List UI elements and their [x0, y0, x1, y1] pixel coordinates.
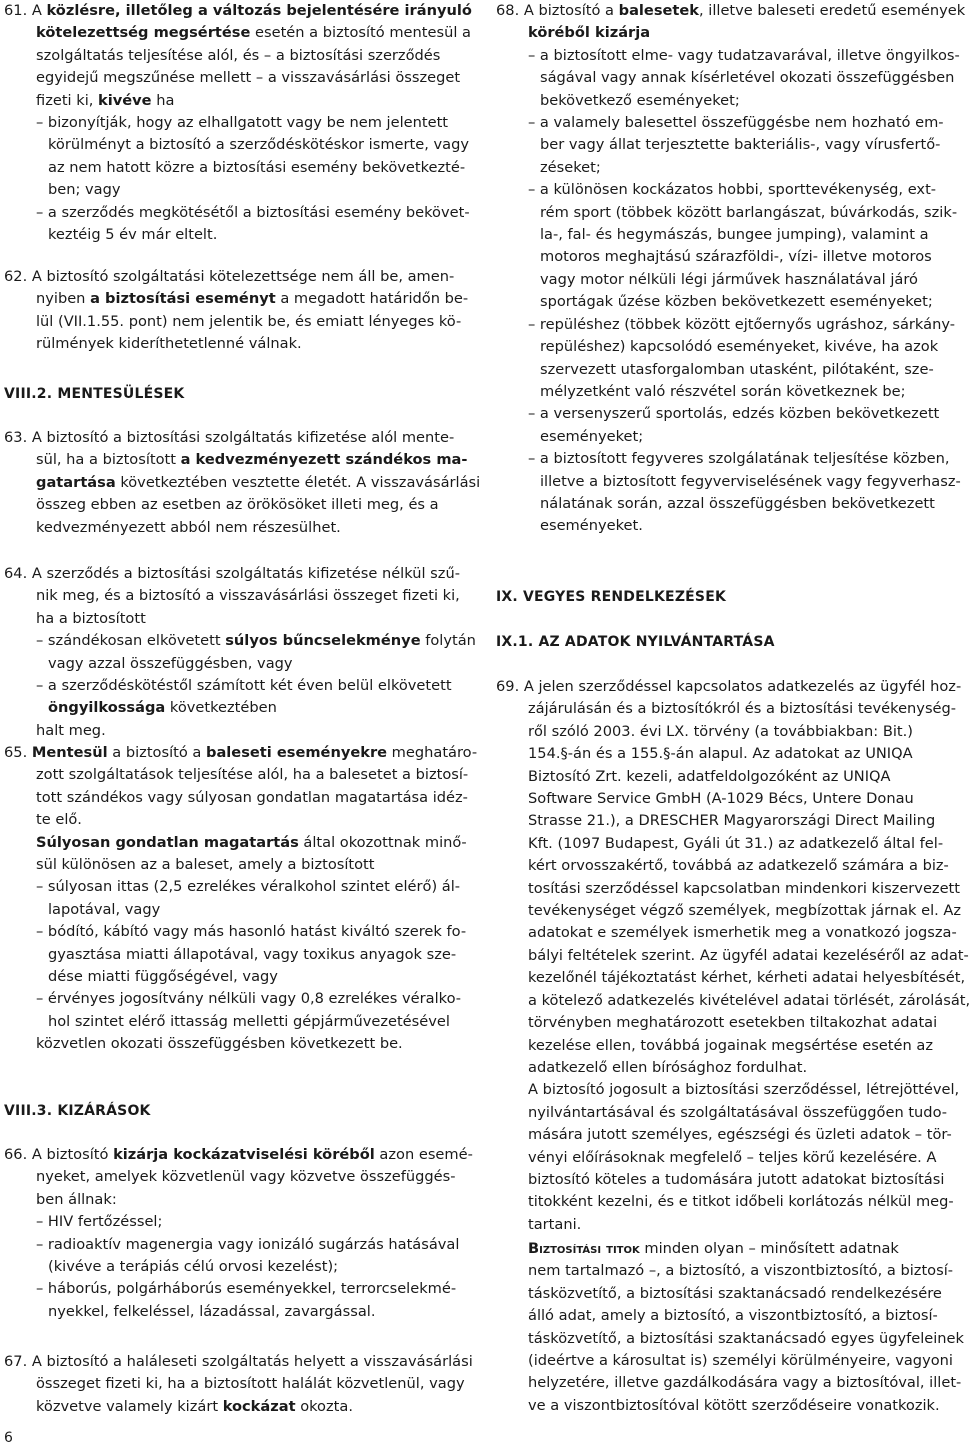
titok-line-5: tásközvetítő, a biztosítási szaktanácsadó egyes ügyfeleinek — [528, 1329, 964, 1347]
paragraph-65 — [4, 742, 478, 1056]
p69-line-10: tosítási szerződéssel kapcsolatban mindenkori kiszervezett — [528, 879, 961, 897]
paragraph-69 — [496, 676, 970, 1236]
p69-line-16: törvényben meghatározott esetekben tiltakozhat adatai — [528, 1014, 938, 1032]
p64-line-4: – szándékosan elkövetett súlyos bűncselekménye folytán — [36, 632, 476, 650]
p68-line-2: köréből kizárja — [528, 24, 651, 42]
paragraph-64 — [4, 563, 476, 742]
heading-viii-3: VIII.3. KIZÁRÁSOK — [4, 1103, 151, 1119]
titok-line-8: ve a viszontbiztosítóval kötött szerződéseire vonatkozik. — [528, 1396, 940, 1414]
p65-line-7: – súlyosan ittas (2,5 ezrelékes véralkohol szintet elérő) ál- — [36, 878, 461, 896]
p68-line-3: – a biztosított elme- vagy tudatzavarával, illetve öngyilkos- — [528, 46, 960, 64]
p64-line-5: vagy azzal összefüggésben, vagy — [48, 654, 293, 672]
p68-line-13: vagy motor nélküli légi járművek használatával járó — [540, 270, 918, 288]
p69-line-6: Software Service GmbH (A-1029 Bécs, Untere Donau — [528, 790, 914, 808]
p67-line-1: 67. A biztosító a haláleseti szolgáltatás helyett a visszavásárlási — [4, 1353, 473, 1370]
p65-line-12: – érvényes jogosítvány nélküli vagy 0,8 ezrelékes véralko- — [36, 990, 462, 1008]
p68-line-22: illetve a biztosított fegyverviselésének vagy fegyverhasz- — [540, 472, 961, 490]
titok-line-7: helyzetére, illetve gazdálkodására vagy a biztosítóval, illet- — [528, 1374, 962, 1392]
paragraph-61 — [4, 0, 472, 246]
p68-line-4: ságával vagy annak kísérletével okozati összefüggésben — [540, 69, 955, 87]
p69-line-20: nyilvántartásával és szolgáltatásával összefüggően tudo- — [528, 1103, 948, 1121]
p66-line-6: (kivéve a terápiás célú orvosi kezelést); — [48, 1258, 339, 1276]
p69-line-1: 69. A jelen szerződéssel kapcsolatos adatkezelés az ügyfél hoz- — [496, 678, 962, 695]
p68-line-15: – repüléshez (többek között ejtőernyős ugráshoz, sárkány- — [528, 315, 955, 333]
p69-line-12: adatokat e személyek ismerhetik meg a vonatkozó jogsza- — [528, 924, 957, 942]
titok-line-1 — [496, 1238, 958, 1260]
p61-line-10: – a szerződés megkötésétől a biztosítási esemény bekövet- — [36, 203, 470, 221]
p65-line-5: Súlyosan gondatlan magatartás által okozottnak minő- — [36, 833, 467, 851]
titok-line-1-text: minden olyan – minősített adatnak — [639, 1240, 899, 1257]
p69-line-3: ről szóló 2003. évi LX. törvény (a továbbiakban: Bit.) — [528, 722, 913, 740]
p62-line-1: 62. A biztosító szolgáltatási kötelezettsége nem áll be, amen- — [4, 268, 455, 285]
p68-line-14: sportágak űzése közben bekövetkezett eseményeket; — [540, 293, 933, 311]
p65-line-14: közvetlen okozati összefüggésben következett be. — [36, 1035, 403, 1053]
p68-line-21: – a biztosított fegyveres szolgálatának teljesítése közben, — [528, 450, 950, 468]
p68-line-6: – a valamely balesettel összefüggésbe nem hozható em- — [528, 114, 944, 132]
p69-line-8: Kft. (1097 Budapest, Gyáli út 31.) az adatkezelő által fel- — [528, 834, 944, 852]
p63-line-2: sül, ha a biztosított a kedvezményezett szándékos ma- — [36, 451, 468, 469]
p69-line-21: mására jutott személyes, egészségi és üzleti adatok – tör- — [528, 1126, 952, 1144]
paragraph-biztositasi-titok — [496, 1238, 964, 1417]
p61-line-5: fizeti ki, kivéve ha — [36, 91, 175, 109]
p66-line-7: – háborús, polgárháborús eseményekkel, terrorcselekmé- — [36, 1280, 457, 1298]
p68-line-8: zéseket; — [540, 158, 601, 176]
p65-line-13: hol szintet elérő ittasság melletti gépjárművezetésével — [48, 1012, 450, 1030]
titok-line-3: tásközvetítő, a biztosítási szaktanácsadó rendelkezésére — [528, 1284, 942, 1302]
p64-line-8: halt meg. — [36, 721, 106, 739]
p63-line-5: kedvezményezett abból nem részesülhet. — [36, 518, 341, 536]
p61-line-3: szolgáltatás teljesítése alól, és – a biztosítási szerződés — [36, 46, 441, 64]
p66-line-5: – radioaktív magenergia vagy ionizáló sugárzás hatásával — [36, 1235, 460, 1253]
p69-line-19: A biztosító jogosult a biztosítási szerződéssel, létrejöttével, — [528, 1081, 960, 1099]
p66-line-4: – HIV fertőzéssel; — [36, 1213, 163, 1231]
p64-line-6: – a szerződéskötéstől számított két éven belül elkövetett — [36, 677, 452, 695]
p68-line-12: motoros meghajtású szárazföldi-, vízi- illetve motoros — [540, 248, 932, 266]
p68-line-11: la-, fal- és hegymászás, bungee jumping), valamint a — [540, 226, 929, 244]
p69-line-2: zájárulásán és a biztosítókról és a biztosítási tevékenység- — [528, 700, 957, 718]
p64-line-1: 64. A szerződés a biztosítási szolgáltatás kifizetése nélkül szű- — [4, 565, 460, 582]
p69-line-13: bályi feltételek szerint. Az ügyfél adatai kezeléséről az adat- — [528, 946, 969, 964]
p69-line-9: kért orvosszakértő, továbbá az adatkezelő számára a biz- — [528, 857, 949, 875]
p68-line-24: eseményeket. — [540, 517, 643, 535]
p61-line-1: 61. A közlésre, illetőleg a változás bejelentésére irányuló — [4, 2, 472, 19]
p69-line-7: Strasse 21.), a DRESCHER Magyarországi Direct Mailing — [528, 812, 936, 830]
paragraph-62 — [4, 266, 468, 356]
paragraph-68 — [496, 0, 966, 538]
p61-line-9: ben; vagy — [48, 181, 121, 199]
p69-line-23: biztosító köteles a tudomására jutott adatokat biztosítási — [528, 1170, 945, 1188]
p69-line-4: 154.§-án és a 155.§-án alapul. Az adatokat az UNIQA — [528, 745, 913, 763]
p69-line-17: kezelése ellen, továbbá jogainak megsértése esetén az — [528, 1036, 933, 1054]
p68-line-9: – a különösen kockázatos hobbi, sporttevékenység, ext- — [528, 181, 937, 199]
p66-line-1: 66. A biztosító kizárja kockázatviselési köréből azon esemé- — [4, 1146, 473, 1163]
p61-line-4: egyidejű megszűnése mellett – a visszavásárlási összeget — [36, 69, 461, 87]
p61-line-8: az nem hatott közre a biztosítási esemény bekövetkezté- — [48, 158, 466, 176]
p62-line-2: nyiben a biztosítási eseményt a megadott határidőn be- — [36, 290, 469, 308]
p65-line-2: zott szolgáltatások teljesítése alól, ha a balesetet a biztosí- — [36, 766, 469, 784]
titok-line-4: álló adat, amely a biztosító, a viszontbiztosító, a biztosí- — [528, 1307, 938, 1325]
p67-line-3: közvetve valamely kizárt kockázat okozta. — [36, 1397, 353, 1415]
p64-line-2: nik meg, és a biztosító a visszavásárlási összeget fizeti ki, — [36, 587, 460, 605]
p64-line-3: ha a biztosított — [36, 609, 146, 627]
p65-line-4: te elő. — [36, 811, 82, 829]
titok-line-2: nem tartalmazó –, a biztosító, a viszontbiztosító, a biztosí- — [528, 1262, 954, 1280]
p66-line-2: nyeket, amelyek közvetlenül vagy közvetve összefüggés- — [36, 1168, 456, 1186]
p68-line-10: rém sport (többek között barlangászat, búvárkodás, szik- — [540, 203, 958, 221]
p68-line-5: bekövetkező eseményeket; — [540, 91, 740, 109]
p65-line-8: lapotával, vagy — [48, 900, 161, 918]
p68-line-18: mélyzetként való részvétel során következnek be; — [540, 382, 906, 400]
paragraph-66 — [4, 1144, 473, 1323]
heading-ix-1: IX.1. AZ ADATOK NYILVÁNTARTÁSA — [496, 634, 775, 650]
p65-line-3: tott szándékos vagy súlyosan gondatlan magatartása idéz- — [36, 788, 468, 806]
p63-line-3: gatartása következtében vesztette életét. A visszavásárlási — [36, 473, 481, 491]
p68-line-19: – a versenyszerű sportolás, edzés közben bekövetkezett — [528, 405, 940, 423]
p61-line-11: keztéig 5 év már eltelt. — [48, 226, 218, 244]
p68-line-17: szervezett utasforgalomban utasként, pilótaként, sze- — [540, 360, 934, 378]
p68-line-16: repüléshez) kapcsolódó eseményeket, kivéve, ha azok — [540, 338, 939, 356]
p61-line-2: kötelezettség megsértése esetén a biztosító mentesül a — [36, 24, 471, 42]
p66-line-8: nyekkel, felkeléssel, lázadással, zavargással. — [48, 1302, 376, 1320]
p62-line-4: rülmények kideríthetetlenné válnak. — [36, 335, 302, 353]
p69-line-15: a kötelező adatkezelés kivételével adatai törlését, zárolását, — [528, 991, 970, 1009]
p68-line-23: nálatának során, azzal összefüggésben bekövetkezett — [540, 494, 935, 512]
p66-line-3: ben állnak: — [36, 1190, 117, 1208]
paragraph-67 — [4, 1351, 473, 1418]
p61-line-7: körülményt a biztosító a szerződéskötéskor ismerte, vagy — [48, 136, 469, 154]
p64-line-7: öngyilkossága következtében — [48, 699, 277, 717]
p63-line-4: összeg ebben az esetben az örökösöket illeti meg, és a — [36, 496, 439, 514]
p65-line-10: gyasztása miatti állapotával, vagy toxikus anyagok sze- — [48, 945, 457, 963]
titok-term: Biztosítási titok — [528, 1240, 640, 1257]
p68-line-1: 68. A biztosító a balesetek, illetve baleseti eredetű események — [496, 2, 966, 19]
p68-line-20: eseményeket; — [540, 427, 644, 445]
p62-line-3: lül (VII.1.55. pont) nem jelentik be, és emiatt lényeges kö- — [36, 312, 462, 330]
p65-line-6: sül különösen az a baleset, amely a biztosított — [36, 856, 375, 874]
p65-line-11: dése miatti függőségével, vagy — [48, 968, 278, 986]
p61-line-6: – bizonyítják, hogy az elhallgatott vagy be nem jelentett — [36, 114, 449, 132]
titok-line-6: (ideértve a károsultat is) személyi körülményeire, vagyoni — [528, 1352, 953, 1370]
p65-line-9: – bódító, kábító vagy más hasonló hatást kiváltó szerek fo- — [36, 923, 467, 941]
p69-line-22: vényi előírásoknak megfelelő – teljes körű kezelésére. A — [528, 1148, 937, 1166]
p69-line-18: adatkezelő ellen bírósághoz fordulhat. — [528, 1058, 808, 1076]
p69-line-11: tevékenységet végző személyek, megbízottak járnak el. Az — [528, 902, 962, 920]
heading-ix: IX. VEGYES RENDELKEZÉSEK — [496, 589, 727, 605]
p69-line-14: kezelőnél tájékoztatást kérhet, kérheti adatai helyesbítését, — [528, 969, 966, 987]
paragraph-63 — [4, 427, 481, 539]
p69-line-24: titokként kezelni, és e titkot időbeli korlátozás nélkül meg- — [528, 1193, 954, 1211]
p69-line-25: tartani. — [528, 1215, 582, 1233]
p68-line-7: ber vagy állat terjesztette bakteriális-, vagy vírusfertő- — [540, 136, 941, 154]
p67-line-2: összeget fizeti ki, ha a biztosított halálát közvetlenül, vagy — [36, 1375, 465, 1393]
p69-line-5: Biztosító Zrt. kezeli, adatfeldolgozóként az UNIQA — [528, 767, 891, 785]
p65-line-1: 65. Mentesül a biztosító a baleseti eseményekre meghatáro- — [4, 744, 478, 761]
heading-viii-2: VIII.2. MENTESÜLÉSEK — [4, 386, 185, 402]
page-number: 6 — [4, 1430, 13, 1446]
p63-line-1: 63. A biztosító a biztosítási szolgáltatás kifizetése alól mente- — [4, 429, 455, 446]
